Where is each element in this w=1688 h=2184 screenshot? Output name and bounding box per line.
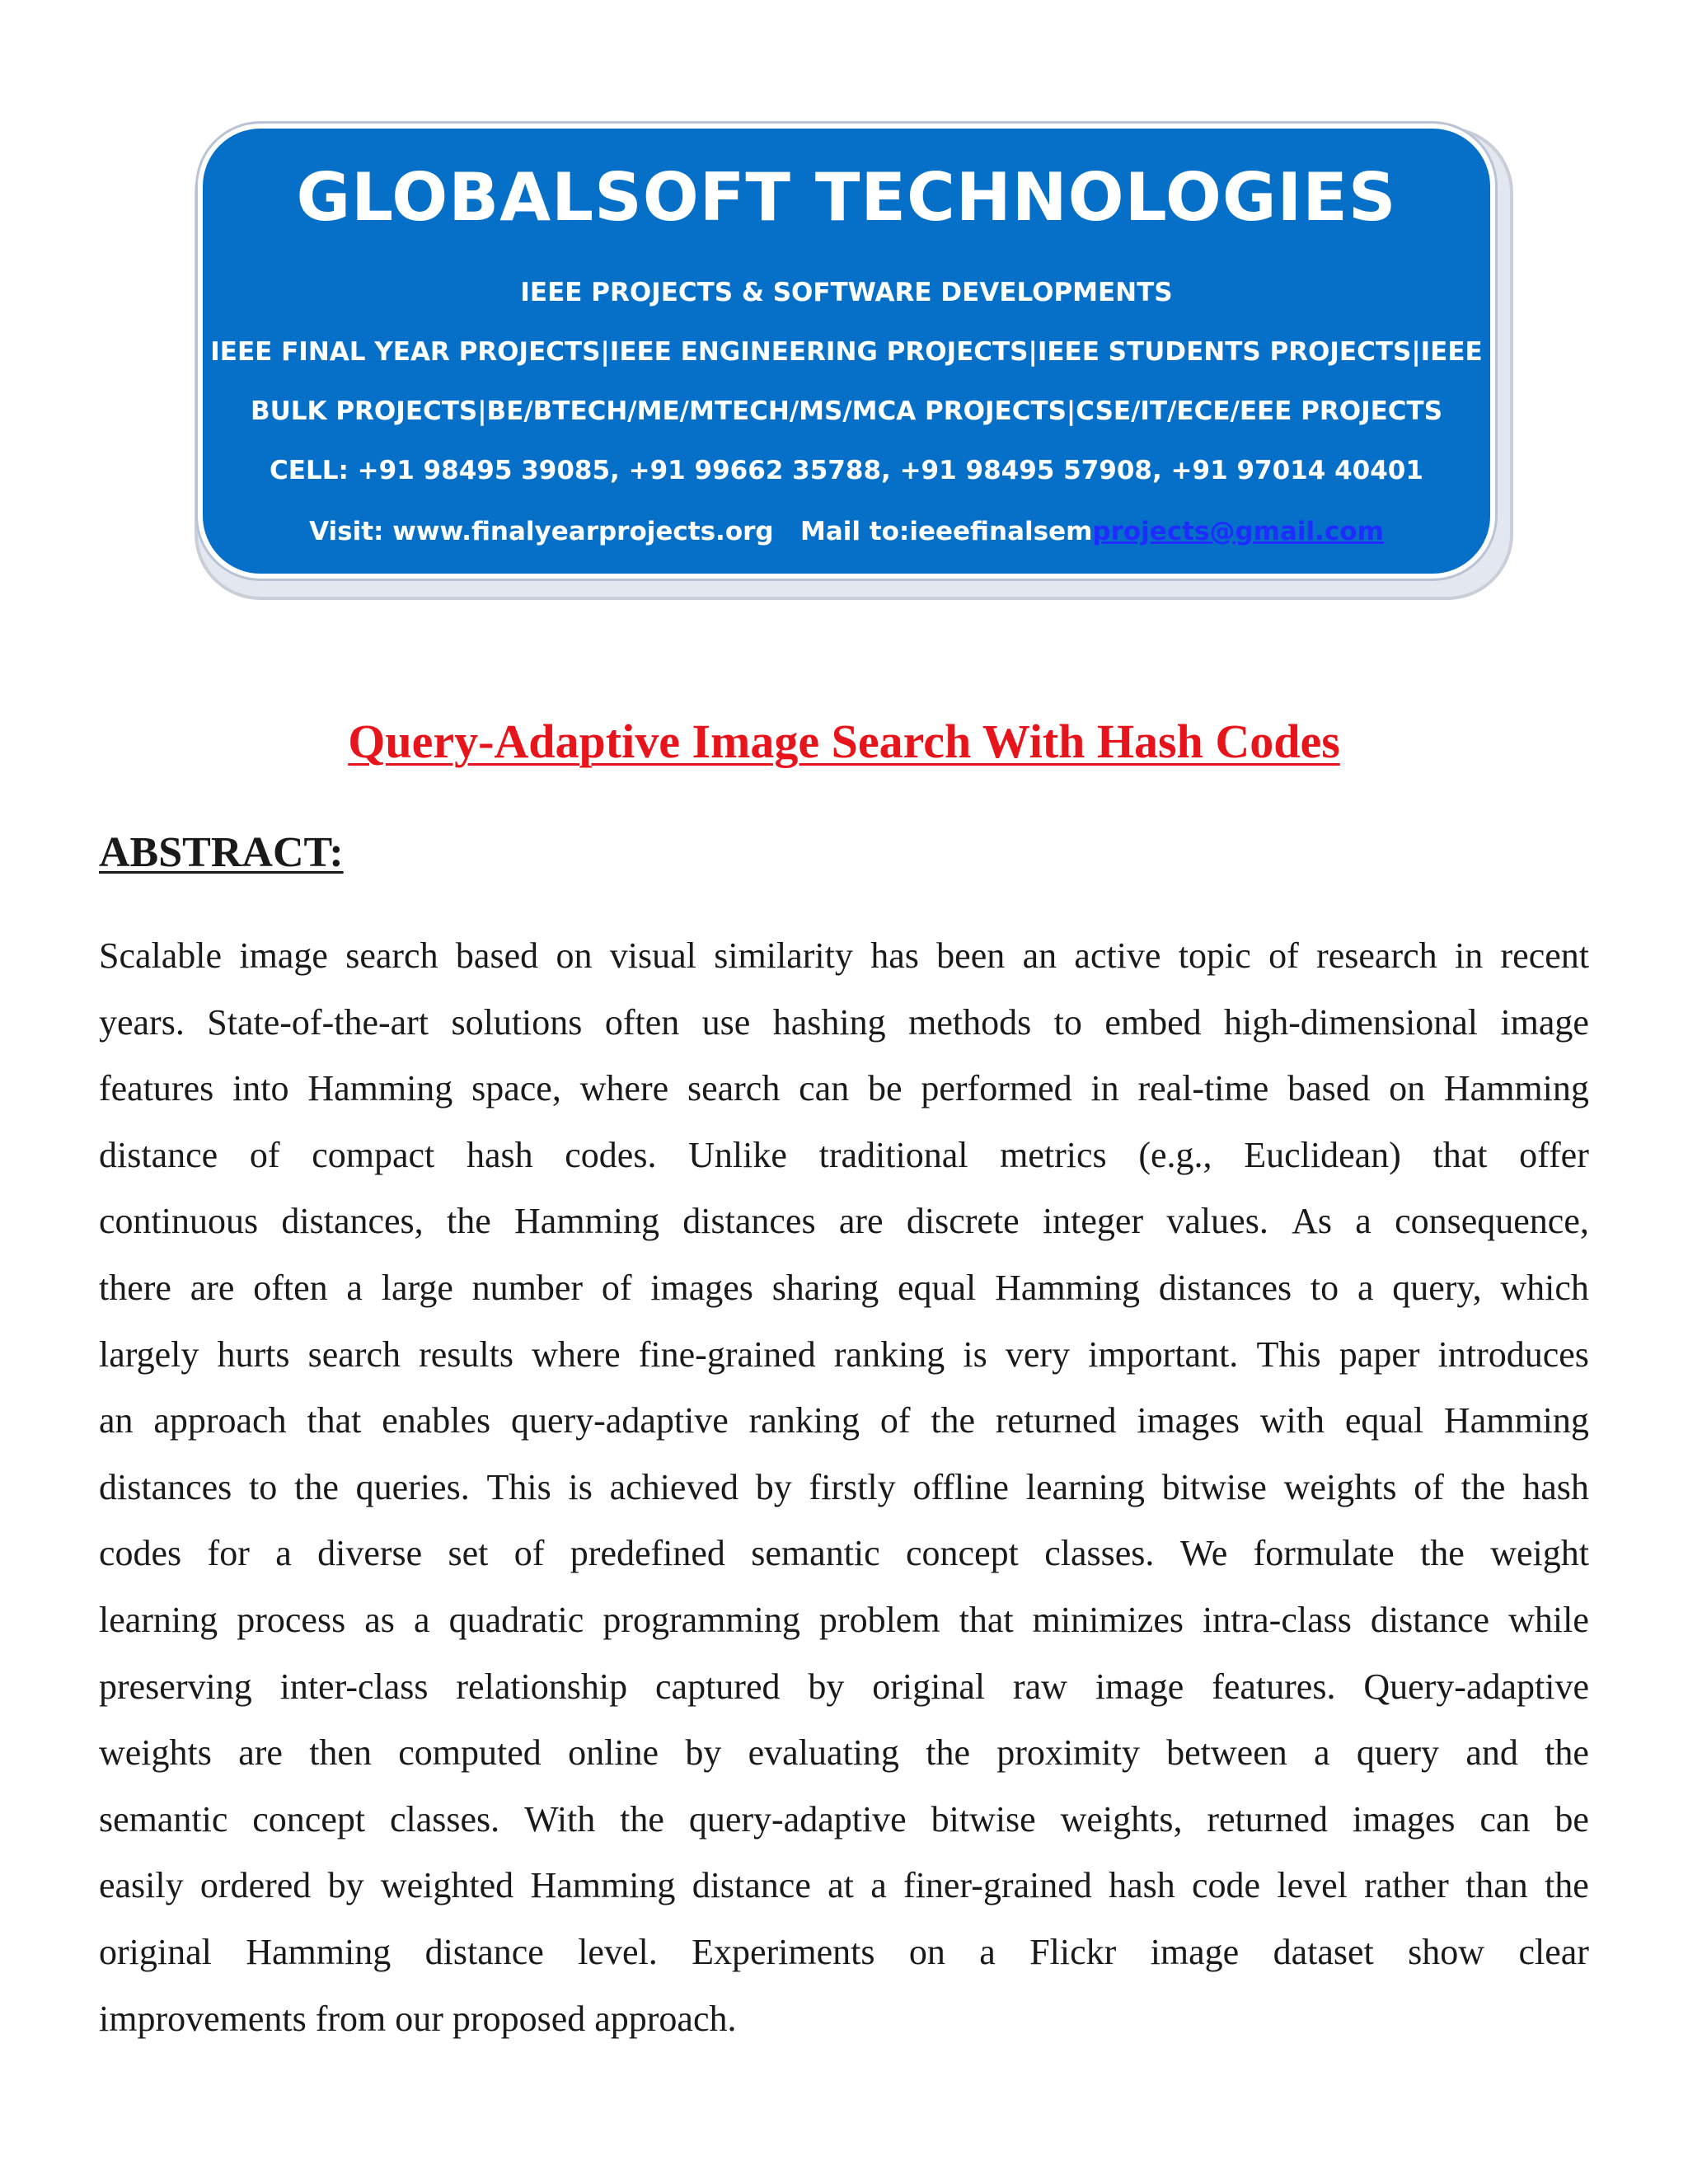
abstract-word: are	[238, 1732, 283, 1774]
abstract-line	[99, 1463, 1589, 1530]
abstract-word: As	[1292, 1201, 1332, 1242]
abstract-word: are	[838, 1201, 884, 1242]
abstract-word: integer	[1042, 1201, 1144, 1242]
abstract-word: by	[808, 1666, 845, 1707]
abstract-word: an	[99, 1400, 134, 1441]
abstract-word: years.	[99, 1001, 185, 1043]
abstract-word: level	[1277, 1865, 1348, 1906]
abstract-word: minimizes	[1032, 1599, 1184, 1640]
abstract-word: queries.	[355, 1466, 470, 1507]
abstract-line	[99, 998, 1589, 1065]
abstract-word: bitwise	[1161, 1466, 1267, 1507]
abstract-word: on	[556, 935, 593, 976]
abstract-word: classes.	[389, 1798, 500, 1840]
abstract-word: visual	[609, 935, 696, 976]
abstract-word: hashing	[772, 1001, 886, 1043]
abstract-word: on	[908, 1931, 945, 1972]
abstract-word: This	[486, 1466, 551, 1507]
abstract-word: Query-adaptive	[1363, 1666, 1589, 1707]
abstract-word: images	[650, 1267, 753, 1308]
abstract-word: diverse	[317, 1533, 423, 1574]
abstract-word: large	[381, 1267, 453, 1308]
abstract-word: original	[99, 1931, 212, 1972]
abstract-word: concept	[252, 1798, 366, 1840]
abstract-word: Euclidean)	[1244, 1134, 1401, 1175]
abstract-word: returned	[995, 1400, 1117, 1441]
abstract-word: proximity	[996, 1732, 1140, 1774]
abstract-word: is	[963, 1333, 987, 1375]
email-link[interactable]: projects@gmail.com	[1092, 517, 1384, 546]
abstract-word: in	[1454, 935, 1484, 976]
abstract-word: number	[471, 1267, 584, 1308]
abstract-word: continuous	[99, 1201, 259, 1242]
abstract-line	[99, 1994, 1589, 2061]
abstract-word: images	[1352, 1798, 1456, 1840]
abstract-word: show	[1408, 1931, 1485, 1972]
abstract-word: the	[926, 1732, 970, 1774]
abstract-word: returned	[1207, 1798, 1328, 1840]
abstract-line	[99, 1197, 1589, 1263]
abstract-word: finer-grained	[903, 1865, 1092, 1906]
abstract-word: equal	[898, 1267, 977, 1308]
abstract-word: weights,	[1060, 1798, 1183, 1840]
abstract-word: Hamming	[1443, 1400, 1589, 1441]
abstract-word: image	[239, 935, 328, 976]
abstract-word: Hamming	[1443, 1068, 1589, 1109]
abstract-word: distances,	[281, 1201, 424, 1242]
abstract-word: compact	[312, 1134, 435, 1175]
abstract-line	[99, 1662, 1589, 1729]
abstract-word: important.	[1088, 1333, 1239, 1375]
abstract-word: a	[1355, 1201, 1372, 1242]
abstract-word: a	[346, 1267, 363, 1308]
abstract-word: weights	[1283, 1466, 1397, 1507]
abstract-word: of	[1268, 935, 1299, 976]
abstract-word: with	[1259, 1400, 1325, 1441]
abstract-word: can	[799, 1068, 850, 1109]
abstract-word: learning	[1025, 1466, 1145, 1507]
abstract-word: codes.	[565, 1134, 657, 1175]
abstract-word: of	[1414, 1466, 1444, 1507]
abstract-word: Flickr	[1029, 1931, 1117, 1972]
abstract-word: performed	[921, 1068, 1072, 1109]
abstract-word: learning	[99, 1599, 218, 1640]
abstract-word: query	[1356, 1732, 1440, 1774]
abstract-line	[99, 1529, 1589, 1596]
abstract-word: formulate	[1253, 1533, 1395, 1574]
abstract-word: by	[755, 1466, 792, 1507]
abstract-word: between	[1166, 1732, 1287, 1774]
abstract-word: dataset	[1273, 1931, 1374, 1972]
abstract-word: values.	[1166, 1201, 1268, 1242]
abstract-word: proposed	[452, 1998, 595, 2039]
abstract-line	[99, 1064, 1589, 1131]
abstract-word: paper	[1339, 1333, 1420, 1375]
abstract-word: (e.g.,	[1138, 1134, 1212, 1175]
abstract-word: our	[395, 1998, 452, 2039]
abstract-word: programming	[603, 1599, 800, 1640]
abstract-line	[99, 1928, 1589, 1994]
abstract-word: at	[828, 1865, 854, 1906]
abstract-word: ranking	[833, 1333, 945, 1375]
abstract-word: intra-class	[1203, 1599, 1352, 1640]
abstract-word: weight	[1490, 1533, 1589, 1574]
abstract-line	[99, 1263, 1589, 1330]
abstract-word: image	[1150, 1931, 1240, 1972]
abstract-word: results	[419, 1333, 514, 1375]
abstract-word: inter-class	[279, 1666, 429, 1707]
abstract-word: solutions	[451, 1001, 583, 1043]
abstract-word: raw	[1012, 1666, 1067, 1707]
abstract-word: easily	[99, 1865, 184, 1906]
abstract-word: and	[1465, 1732, 1518, 1774]
banner-contact-line	[203, 519, 1490, 545]
abstract-word: evaluating	[748, 1732, 899, 1774]
abstract-word: of	[249, 1134, 280, 1175]
abstract-word: a	[1357, 1267, 1374, 1308]
abstract-word: the	[1461, 1466, 1506, 1507]
banner-phone-numbers: CELL: +91 98495 39085, +91 99662 35788, +91 98495 57908, +91 97014 40401	[270, 456, 1423, 485]
abstract-word: weights	[99, 1732, 212, 1774]
abstract-word: weighted	[380, 1865, 514, 1906]
abstract-word: hurts	[217, 1333, 290, 1375]
abstract-word: preserving	[99, 1666, 252, 1707]
abstract-word: Hamming	[307, 1068, 453, 1109]
abstract-word: query-adaptive	[510, 1400, 729, 1441]
abstract-word: sharing	[771, 1267, 879, 1308]
abstract-word: ranking	[748, 1400, 860, 1441]
abstract-word: is	[568, 1466, 593, 1507]
abstract-word: features	[99, 1068, 214, 1109]
abstract-word: active	[1074, 935, 1161, 976]
abstract-word: often	[253, 1267, 328, 1308]
abstract-word: Scalable	[99, 935, 223, 976]
abstract-word: of	[879, 1400, 911, 1441]
abstract-word: by	[685, 1732, 722, 1774]
abstract-word: firstly	[809, 1466, 896, 1507]
abstract-word: discrete	[906, 1201, 1020, 1242]
abstract-line	[99, 1795, 1589, 1862]
abstract-word: been	[936, 935, 1006, 976]
abstract-word: use	[701, 1001, 751, 1043]
abstract-word: by	[327, 1865, 364, 1906]
abstract-word: space,	[471, 1068, 561, 1109]
abstract-word: based	[455, 935, 539, 976]
abstract-word: a	[275, 1533, 292, 1574]
abstract-word: from	[315, 1998, 396, 2039]
abstract-word: classes.	[1044, 1533, 1155, 1574]
abstract-word: high-dimensional	[1224, 1001, 1479, 1043]
abstract-word: image	[1500, 1001, 1589, 1043]
abstract-word: captured	[655, 1666, 781, 1707]
abstract-word: to	[249, 1466, 278, 1507]
abstract-word: a	[413, 1599, 430, 1640]
abstract-word: the	[1545, 1732, 1589, 1774]
abstract-word: Hamming	[514, 1201, 659, 1242]
abstract-word: a	[1314, 1732, 1330, 1774]
abstract-word: the	[294, 1466, 339, 1507]
abstract-word: semantic	[99, 1798, 228, 1840]
abstract-word: for	[207, 1533, 250, 1574]
abstract-word: images	[1137, 1400, 1240, 1441]
abstract-line	[99, 1131, 1589, 1197]
abstract-word: codes	[99, 1533, 182, 1574]
abstract-word: search	[687, 1068, 781, 1109]
abstract-word: consequence,	[1395, 1201, 1589, 1242]
abstract-word: clear	[1518, 1931, 1589, 1972]
abstract-word: query,	[1392, 1267, 1482, 1308]
abstract-word: quadratic	[448, 1599, 584, 1640]
abstract-word: recent	[1500, 935, 1589, 976]
abstract-word: methods	[908, 1001, 1032, 1043]
abstract-word: into	[232, 1068, 289, 1109]
banner-projects-line-1: IEEE FINAL YEAR PROJECTS|IEEE ENGINEERING PROJECTS|IEEE STUDENTS PROJECTS|IEEE	[210, 337, 1483, 367]
abstract-word: as	[364, 1599, 395, 1640]
abstract-word: distances	[1158, 1267, 1292, 1308]
abstract-line	[99, 1330, 1589, 1397]
abstract-word: metrics	[1000, 1134, 1107, 1175]
abstract-word: similarity	[714, 935, 853, 976]
abstract-word: of	[513, 1533, 545, 1574]
abstract-word: there	[99, 1267, 171, 1308]
abstract-word: in	[1090, 1068, 1119, 1109]
document-title: Query-Adaptive Image Search With Hash Codes	[348, 715, 1340, 768]
abstract-word: achieved	[609, 1466, 738, 1507]
abstract-word: level.	[578, 1931, 658, 1972]
abstract-word: often	[604, 1001, 680, 1043]
abstract-word: hash	[466, 1134, 533, 1175]
abstract-word: while	[1508, 1599, 1589, 1640]
abstract-word: can	[1479, 1798, 1531, 1840]
abstract-word: be	[1554, 1798, 1589, 1840]
abstract-word: real-time	[1137, 1068, 1269, 1109]
abstract-word: query-adaptive	[688, 1798, 907, 1840]
abstract-word: that	[1432, 1134, 1488, 1175]
abstract-word: hash	[1109, 1865, 1175, 1906]
abstract-word: semantic	[751, 1533, 880, 1574]
abstract-word: then	[309, 1732, 372, 1774]
abstract-line	[99, 1596, 1589, 1662]
abstract-word: distance	[1370, 1599, 1490, 1640]
abstract-word: Unlike	[688, 1134, 787, 1175]
abstract-word: on	[1389, 1068, 1426, 1109]
abstract-word: that	[959, 1599, 1014, 1640]
abstract-word: be	[868, 1068, 903, 1109]
abstract-word: based	[1287, 1068, 1371, 1109]
abstract-word: relationship	[456, 1666, 628, 1707]
abstract-word: introduces	[1437, 1333, 1589, 1375]
abstract-word: the	[1420, 1533, 1465, 1574]
abstract-word: than	[1465, 1865, 1528, 1906]
abstract-word: the	[620, 1798, 664, 1840]
abstract-word: distance	[99, 1134, 218, 1175]
abstract-word: the	[931, 1400, 976, 1441]
abstract-word: has	[870, 935, 919, 976]
abstract-word: rather	[1364, 1865, 1449, 1906]
abstract-word: which	[1500, 1267, 1589, 1308]
abstract-word: original	[872, 1666, 986, 1707]
abstract-word: concept	[906, 1533, 1019, 1574]
abstract-word: research	[1316, 935, 1437, 976]
abstract-word: This	[1256, 1333, 1321, 1375]
abstract-word: to	[1310, 1267, 1339, 1308]
abstract-word: code	[1192, 1865, 1261, 1906]
abstract-word: to	[1053, 1001, 1082, 1043]
abstract-word: the	[1545, 1865, 1589, 1906]
abstract-word: offer	[1519, 1134, 1589, 1175]
company-name: GLOBALSOFT TECHNOLOGIES	[296, 159, 1397, 236]
abstract-word: equal	[1344, 1400, 1424, 1441]
abstract-word: largely	[99, 1333, 199, 1375]
abstract-word: bitwise	[931, 1798, 1036, 1840]
abstract-word: hash	[1522, 1466, 1589, 1507]
abstract-word: enables	[382, 1400, 491, 1441]
abstract-word: very	[1005, 1333, 1071, 1375]
banner-projects-line-2: BULK PROJECTS|BE/BTECH/ME/MTECH/MS/MCA PROJECTS|CSE/IT/ECE/EEE PROJECTS	[250, 396, 1443, 426]
abstract-word: process	[237, 1599, 346, 1640]
abstract-word: traditional	[818, 1134, 968, 1175]
abstract-word: that	[307, 1400, 362, 1441]
abstract-word: where	[579, 1068, 669, 1109]
abstract-line	[99, 1861, 1589, 1928]
visit-website: Visit: www.finalyearprojects.org	[309, 517, 774, 546]
abstract-word: distance	[692, 1865, 811, 1906]
abstract-word: approach	[153, 1400, 287, 1441]
banner-tagline: IEEE PROJECTS & SOFTWARE DEVELOPMENTS	[520, 278, 1173, 307]
abstract-line	[99, 1728, 1589, 1795]
abstract-word: embed	[1104, 1001, 1202, 1043]
header-banner	[198, 124, 1495, 579]
abstract-word: With	[524, 1798, 596, 1840]
abstract-word: distances	[682, 1201, 816, 1242]
abstract-word: distance	[424, 1931, 544, 1972]
abstract-heading: ABSTRACT:	[99, 829, 344, 876]
abstract-word: distances	[99, 1466, 232, 1507]
abstract-word: search	[345, 935, 438, 976]
mail-prefix: Mail to:ieeefinalsem	[800, 517, 1093, 546]
abstract-word: a	[870, 1865, 887, 1906]
abstract-body	[99, 931, 1589, 2060]
abstract-word: an	[1022, 935, 1057, 976]
abstract-word: the	[446, 1201, 491, 1242]
abstract-word: set	[448, 1533, 489, 1574]
abstract-word: where	[532, 1333, 621, 1375]
abstract-word: improvements	[99, 1998, 316, 2039]
abstract-word: Experiments	[692, 1931, 875, 1972]
abstract-word: fine-grained	[638, 1333, 816, 1375]
abstract-word: We	[1179, 1533, 1228, 1574]
abstract-word: predefined	[570, 1533, 725, 1574]
abstract-word: a	[979, 1931, 996, 1972]
abstract-word: State-of-the-art	[207, 1001, 429, 1043]
abstract-word: Hamming	[995, 1267, 1141, 1308]
abstract-line	[99, 931, 1589, 998]
abstract-word: of	[601, 1267, 632, 1308]
abstract-word: approach.	[594, 1998, 737, 2039]
abstract-word: features.	[1212, 1666, 1336, 1707]
abstract-line	[99, 1396, 1589, 1463]
abstract-word: computed	[398, 1732, 542, 1774]
abstract-word: search	[307, 1333, 401, 1375]
abstract-word: are	[190, 1267, 235, 1308]
abstract-word: offline	[912, 1466, 1009, 1507]
abstract-word: image	[1095, 1666, 1184, 1707]
abstract-word: Hamming	[530, 1865, 676, 1906]
abstract-word: Hamming	[246, 1931, 392, 1972]
abstract-word: online	[568, 1732, 659, 1774]
abstract-word: problem	[818, 1599, 940, 1640]
abstract-word: ordered	[199, 1865, 312, 1906]
abstract-word: topic	[1178, 935, 1251, 976]
